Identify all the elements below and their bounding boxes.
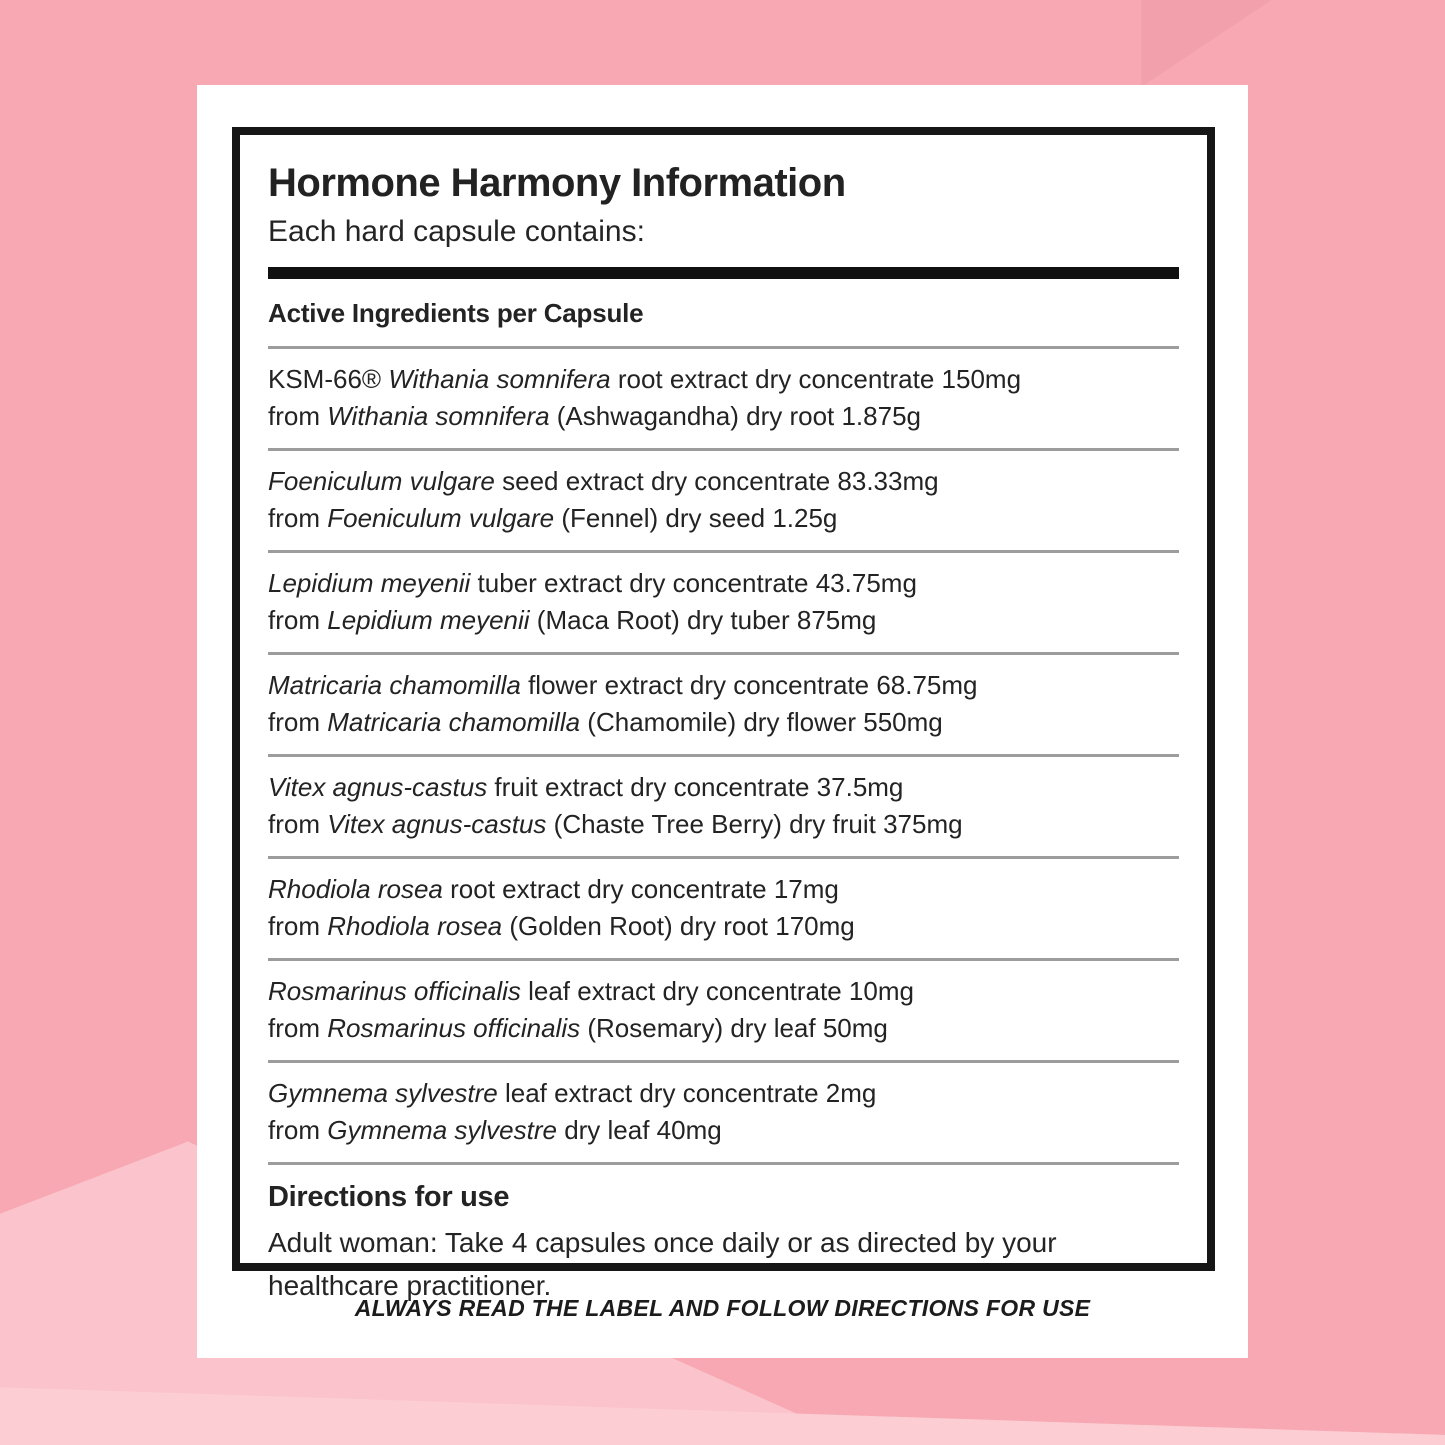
ingredient-line-1 bbox=[268, 973, 1179, 1010]
footnote-warning: ALWAYS READ THE LABEL AND FOLLOW DIRECTIONS FOR USE bbox=[354, 1295, 1091, 1321]
subtitle: Each hard capsule contains: bbox=[268, 215, 645, 248]
ingredient-species: Rosmarinus officinalis bbox=[268, 976, 521, 1006]
ingredient-species: Foeniculum vulgare bbox=[327, 503, 555, 533]
ingredient-line-2 bbox=[268, 602, 1179, 639]
ingredient-row-golden-root bbox=[268, 859, 1179, 961]
ingredient-amount: seed extract dry concentrate 83.33mg bbox=[494, 466, 939, 496]
ingredient-row-rosemary bbox=[268, 961, 1179, 1063]
ingredient-amount: leaf extract dry concentrate 10mg bbox=[520, 976, 914, 1006]
ingredient-species: Lepidium meyenii bbox=[268, 568, 471, 598]
ingredient-line-2 bbox=[268, 806, 1179, 843]
ingredient-line-1 bbox=[268, 565, 1179, 602]
ingredient-line-2 bbox=[268, 1112, 1179, 1149]
ingredient-species: Foeniculum vulgare bbox=[268, 466, 495, 496]
ingredient-row-chaste-tree bbox=[268, 757, 1179, 859]
ingredient-list bbox=[268, 346, 1179, 1165]
ingredient-line-1 bbox=[268, 361, 1179, 398]
ingredient-amount: flower extract dry concentrate 68.75mg bbox=[520, 670, 978, 700]
ingredient-species: Matricaria chamomilla bbox=[268, 670, 521, 700]
directions-body: Adult woman: Take 4 capsules once daily or as directed by your healthcare practitioner. bbox=[268, 1227, 1057, 1301]
ingredient-row-fennel bbox=[268, 451, 1179, 553]
ingredient-from: from bbox=[268, 1013, 328, 1043]
ingredient-line-2 bbox=[268, 398, 1179, 435]
ingredient-species: Matricaria chamomilla bbox=[327, 707, 581, 737]
ingredient-species: Withania somnifera bbox=[388, 364, 611, 394]
label-card bbox=[197, 85, 1248, 1358]
ingredient-species: Vitex agnus-castus bbox=[268, 772, 488, 802]
thick-divider bbox=[268, 267, 1179, 279]
ingredient-row-maca bbox=[268, 553, 1179, 655]
ingredient-from: from bbox=[268, 911, 328, 941]
ingredient-line-1 bbox=[268, 667, 1179, 704]
ingredient-source-amount: (Chaste Tree Berry) dry fruit 375mg bbox=[546, 809, 963, 839]
ingredient-source-amount: (Fennel) dry seed 1.25g bbox=[554, 503, 838, 533]
ingredient-source-amount: (Ashwagandha) dry root 1.875g bbox=[549, 401, 921, 431]
page-title: Hormone Harmony Information bbox=[268, 161, 846, 205]
ingredient-species: Lepidium meyenii bbox=[327, 605, 530, 635]
ingredient-line-2 bbox=[268, 704, 1179, 741]
ingredient-amount: root extract dry concentrate 17mg bbox=[442, 874, 839, 904]
section-header: Active Ingredients per Capsule bbox=[268, 298, 644, 328]
ingredient-source-amount: dry leaf 40mg bbox=[556, 1115, 722, 1145]
ingredient-amount: root extract dry concentrate 150mg bbox=[610, 364, 1022, 394]
ingredient-from: from bbox=[268, 707, 328, 737]
ingredient-species: Rhodiola rosea bbox=[268, 874, 443, 904]
directions-section bbox=[268, 1165, 1179, 1307]
directions-title: Directions for use bbox=[268, 1181, 510, 1213]
ingredient-source-amount: (Rosemary) dry leaf 50mg bbox=[580, 1013, 888, 1043]
ingredient-line-2 bbox=[268, 908, 1179, 945]
ingredient-species: Withania somnifera bbox=[327, 401, 550, 431]
information-panel bbox=[232, 127, 1215, 1301]
ingredient-line-1 bbox=[268, 769, 1179, 806]
ingredient-from: from bbox=[268, 605, 328, 635]
ingredient-species: Rhodiola rosea bbox=[327, 911, 503, 941]
ingredient-from: from bbox=[268, 1115, 328, 1145]
ingredient-row-gymnema bbox=[268, 1063, 1179, 1165]
ingredient-line-1 bbox=[268, 1075, 1179, 1112]
ingredient-species: Vitex agnus-castus bbox=[327, 809, 547, 839]
ingredient-line-2 bbox=[268, 500, 1179, 537]
ingredient-source-amount: (Maca Root) dry tuber 875mg bbox=[529, 605, 877, 635]
ingredient-prefix: KSM-66® bbox=[268, 364, 389, 394]
ingredient-line-1 bbox=[268, 871, 1179, 908]
ingredient-row-chamomile bbox=[268, 655, 1179, 757]
ingredient-species: Gymnema sylvestre bbox=[327, 1115, 557, 1145]
ingredient-row-ashwagandha bbox=[268, 349, 1179, 451]
ingredient-source-amount: (Chamomile) dry flower 550mg bbox=[580, 707, 943, 737]
ingredient-from: from bbox=[268, 809, 328, 839]
ingredient-amount: tuber extract dry concentrate 43.75mg bbox=[470, 568, 917, 598]
ingredient-from: from bbox=[268, 503, 328, 533]
ingredient-amount: leaf extract dry concentrate 2mg bbox=[497, 1078, 877, 1108]
ingredient-species: Gymnema sylvestre bbox=[268, 1078, 498, 1108]
ingredient-line-2 bbox=[268, 1010, 1179, 1047]
ingredient-amount: fruit extract dry concentrate 37.5mg bbox=[487, 772, 904, 802]
ingredient-from: from bbox=[268, 401, 328, 431]
ingredient-source-amount: (Golden Root) dry root 170mg bbox=[502, 911, 855, 941]
ingredient-species: Rosmarinus officinalis bbox=[327, 1013, 581, 1043]
ingredient-line-1 bbox=[268, 463, 1179, 500]
